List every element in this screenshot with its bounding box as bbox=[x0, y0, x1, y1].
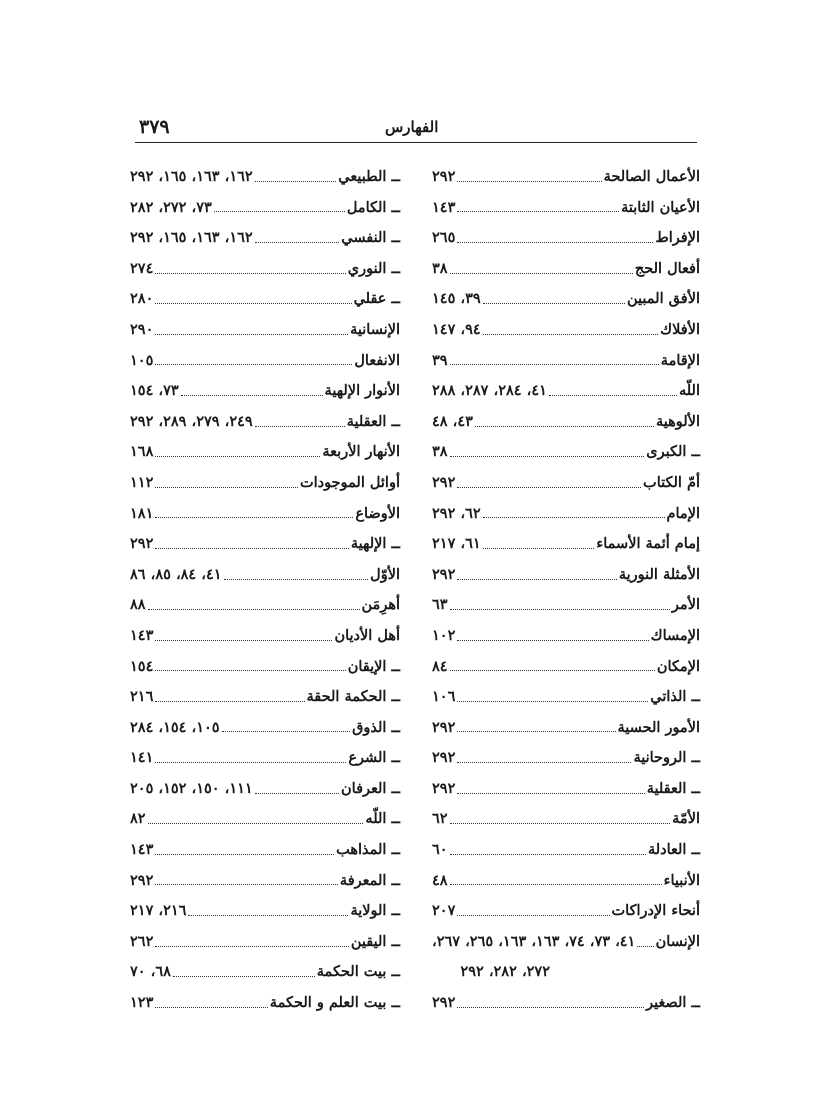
dot-leader bbox=[457, 762, 631, 763]
dot-leader bbox=[457, 487, 641, 488]
index-term: الأفلاك bbox=[660, 320, 700, 338]
dot-leader bbox=[155, 762, 346, 763]
index-entry bbox=[130, 529, 400, 560]
index-entry bbox=[130, 713, 400, 744]
index-term: الأوضاع bbox=[355, 504, 400, 522]
dot-leader bbox=[155, 456, 320, 457]
index-term: الإمام bbox=[666, 504, 700, 522]
dot-leader bbox=[255, 181, 337, 182]
index-term: الألوهية bbox=[655, 412, 700, 430]
index-entry bbox=[432, 927, 700, 958]
dot-leader bbox=[450, 854, 646, 855]
index-entry bbox=[130, 284, 400, 315]
index-entry bbox=[130, 315, 400, 346]
index-entry bbox=[130, 376, 400, 407]
dot-leader bbox=[181, 395, 323, 396]
index-term: ــ الذوق bbox=[352, 718, 400, 736]
index-entry bbox=[432, 315, 700, 346]
index-pages: ١٤٣ bbox=[130, 841, 154, 859]
index-pages: ٢٩٢ bbox=[432, 168, 456, 185]
dot-leader bbox=[457, 1007, 644, 1008]
index-term: أنحاء الإدراكات bbox=[611, 902, 700, 920]
index-entry bbox=[432, 468, 700, 499]
index-pages: ٦٢ bbox=[432, 810, 448, 828]
index-pages: ٢٩٢ bbox=[432, 749, 456, 767]
index-entry bbox=[432, 866, 700, 897]
dot-leader bbox=[155, 670, 345, 671]
index-column-right bbox=[432, 162, 700, 1019]
dot-leader bbox=[148, 609, 360, 610]
index-pages: ١٠٦ bbox=[432, 688, 456, 706]
index-term: الأمّة bbox=[672, 810, 700, 828]
index-term: ــ الشرع bbox=[348, 749, 400, 767]
index-term: ــ العقلية bbox=[646, 779, 700, 797]
dot-leader bbox=[457, 915, 609, 916]
index-entry bbox=[432, 376, 700, 407]
index-pages: ٢٦٢ bbox=[130, 932, 154, 950]
index-pages: ٣٨ bbox=[432, 443, 448, 461]
index-entry bbox=[130, 927, 400, 958]
dot-leader bbox=[483, 517, 665, 518]
index-entry bbox=[130, 223, 400, 254]
index-term: الأفق المبين bbox=[627, 290, 700, 308]
index-term: الإقامة bbox=[660, 351, 700, 369]
index-pages: ٢٠٧ bbox=[432, 902, 456, 920]
dot-leader bbox=[450, 670, 655, 671]
index-entry bbox=[130, 804, 400, 835]
index-entry bbox=[130, 560, 400, 591]
index-entry bbox=[432, 560, 700, 591]
dot-leader bbox=[173, 976, 315, 977]
dot-leader bbox=[457, 242, 653, 243]
dot-leader bbox=[255, 793, 339, 794]
index-entry bbox=[432, 284, 700, 315]
dot-leader bbox=[155, 303, 351, 304]
index-term: ــ العادلة bbox=[647, 841, 700, 859]
index-entry bbox=[130, 162, 400, 193]
index-pages: ٣٩، ١٤٥ bbox=[432, 290, 481, 308]
dot-leader bbox=[155, 334, 348, 335]
index-pages: ٢٩٢ bbox=[432, 473, 456, 491]
dot-leader bbox=[214, 211, 345, 212]
index-term: ــ عقلي bbox=[353, 290, 400, 308]
dot-leader bbox=[457, 793, 644, 794]
index-pages: ٣٩ bbox=[432, 351, 448, 369]
index-pages: ٤٣، ٤٨ bbox=[432, 412, 473, 430]
dot-leader bbox=[155, 273, 345, 274]
index-pages: ١٠٥، ١٥٤، ٢٨٤ bbox=[130, 718, 220, 736]
index-pages: ٢٤٩، ٢٧٩، ٢٨٩، ٢٩٢ bbox=[130, 412, 253, 430]
index-entry bbox=[130, 988, 400, 1019]
index-term: ــ بيت العلم و الحكمة bbox=[269, 994, 400, 1012]
index-entry bbox=[130, 774, 400, 805]
index-pages: ١٤١ bbox=[130, 749, 154, 767]
index-term: الإمكان bbox=[656, 657, 700, 675]
index-pages: ٢٩٢ bbox=[432, 718, 456, 736]
index-term: اللّه bbox=[678, 382, 700, 400]
index-entry bbox=[130, 499, 400, 530]
index-entry bbox=[432, 254, 700, 285]
index-pages: ١٢٣ bbox=[130, 994, 154, 1012]
dot-leader bbox=[483, 303, 625, 304]
index-entry bbox=[432, 437, 700, 468]
index-pages: ٢٧٢، ٢٨٢، ٢٩٢ bbox=[460, 963, 550, 981]
index-entry bbox=[432, 896, 700, 927]
index-term: ــ النفسي bbox=[341, 229, 400, 247]
index-term: ــ اللّه bbox=[365, 810, 400, 828]
index-term: الأعمال الصالحة bbox=[603, 168, 700, 185]
index-entry bbox=[130, 682, 400, 713]
dot-leader bbox=[155, 548, 349, 549]
index-term: ــ المذاهب bbox=[336, 841, 400, 859]
dot-leader bbox=[483, 334, 658, 335]
index-term: الأمثلة النورية bbox=[618, 565, 700, 583]
index-entry bbox=[130, 866, 400, 897]
dot-leader bbox=[155, 701, 304, 702]
index-pages: ٦٨، ٧٠ bbox=[130, 963, 171, 981]
index-term: أمّ الكتاب bbox=[643, 473, 700, 491]
index-term: أوائل الموجودات bbox=[299, 473, 400, 491]
index-pages: ٦٠ bbox=[432, 841, 448, 859]
index-term: الإنسانية bbox=[350, 320, 400, 338]
index-term: ــ الذاتي bbox=[650, 688, 700, 706]
index-pages: ٩٤، ١٤٧ bbox=[432, 320, 481, 338]
dot-leader bbox=[637, 946, 653, 947]
index-entry bbox=[432, 590, 700, 621]
index-entry bbox=[432, 223, 700, 254]
index-entry bbox=[130, 957, 400, 988]
index-term: أهل الأديان bbox=[334, 626, 400, 644]
index-pages: ١٥٤ bbox=[130, 657, 154, 675]
index-pages: ١٤٣ bbox=[432, 198, 456, 216]
index-entry bbox=[130, 193, 400, 224]
page-title: الفهارس bbox=[385, 118, 439, 136]
dot-leader bbox=[457, 579, 616, 580]
dot-leader bbox=[450, 273, 633, 274]
index-term: ــ النوري bbox=[347, 259, 400, 277]
dot-leader bbox=[155, 517, 353, 518]
index-entry bbox=[432, 193, 700, 224]
index-pages: ٦٢، ٢٩٢ bbox=[432, 504, 481, 522]
index-entry bbox=[130, 407, 400, 438]
dot-leader bbox=[549, 395, 677, 396]
index-entry bbox=[130, 437, 400, 468]
index-term: ــ الكبرى bbox=[646, 443, 700, 461]
dot-leader bbox=[483, 548, 595, 549]
index-entry bbox=[432, 743, 700, 774]
index-pages: ٤١، ٧٣، ٧٤، ١٦٣، ١٦٣، ٢٦٥، ٢٦٧، bbox=[432, 932, 636, 950]
dot-leader bbox=[475, 426, 654, 427]
index-pages: ٤١، ٨٤، ٨٥، ٨٦ bbox=[130, 565, 222, 583]
index-pages: ٨٢ bbox=[130, 810, 146, 828]
index-term: الأمور الحسية bbox=[617, 718, 700, 736]
index-pages: ١٦٢، ١٦٣، ١٦٥، ٢٩٢ bbox=[130, 168, 253, 185]
index-pages: ٨٨ bbox=[130, 596, 146, 614]
index-entry bbox=[432, 162, 700, 193]
index-term: أفعال الحج bbox=[634, 259, 700, 277]
index-term: الأنوار الإلهية bbox=[324, 382, 400, 400]
index-pages: ٧٣، ١٥٤ bbox=[130, 382, 179, 400]
dot-leader bbox=[450, 609, 670, 610]
index-pages: ٢٩٢ bbox=[130, 871, 154, 889]
index-pages: ٢٩٢ bbox=[432, 779, 456, 797]
index-entry bbox=[432, 804, 700, 835]
dot-leader bbox=[155, 884, 338, 885]
index-term: ــ الروحانية bbox=[633, 749, 700, 767]
index-pages: ١١١، ١٥٠، ١٥٢، ٢٠٥ bbox=[130, 779, 253, 797]
index-term: ــ الكامل bbox=[346, 198, 400, 216]
dot-leader bbox=[457, 701, 648, 702]
index-term: ــ العرفان bbox=[341, 779, 400, 797]
index-term: ــ الطبيعي bbox=[338, 168, 400, 185]
index-pages: ٤١، ٢٨٤، ٢٨٧، ٢٨٨ bbox=[432, 382, 547, 400]
index-entry bbox=[432, 988, 700, 1019]
index-pages: ٢٩٢ bbox=[432, 994, 456, 1012]
index-entry bbox=[432, 957, 700, 988]
index-term: ــ بيت الحكمة bbox=[316, 963, 400, 981]
index-term: ــ الحكمة الحقة bbox=[306, 688, 400, 706]
index-pages: ٢١٦ bbox=[130, 688, 154, 706]
index-pages: ٦٣ bbox=[432, 596, 448, 614]
index-term: ــ اليقين bbox=[350, 932, 400, 950]
index-pages: ٢٩٢ bbox=[130, 535, 154, 553]
index-term: ــ المعرفة bbox=[339, 871, 400, 889]
index-term: الأوّل bbox=[370, 565, 400, 583]
index-entry bbox=[432, 835, 700, 866]
index-pages: ٦١، ٢١٧ bbox=[432, 535, 481, 553]
index-term: الأنهار الأربعة bbox=[322, 443, 400, 461]
index-pages: ١٠٥ bbox=[130, 351, 154, 369]
index-pages: ١١٢ bbox=[130, 473, 154, 491]
index-entry bbox=[130, 835, 400, 866]
index-term: ــ الولاية bbox=[350, 902, 400, 920]
dot-leader bbox=[255, 426, 345, 427]
index-term: إمام أئمة الأسماء bbox=[596, 535, 700, 553]
dot-leader bbox=[222, 731, 351, 732]
dot-leader bbox=[155, 364, 352, 365]
index-pages: ٢٩٠ bbox=[130, 320, 154, 338]
index-term: الانفعال bbox=[354, 351, 400, 369]
index-column-left bbox=[130, 162, 400, 1019]
index-entry bbox=[130, 254, 400, 285]
index-pages: ٨٤ bbox=[432, 657, 448, 675]
dot-leader bbox=[255, 242, 340, 243]
index-pages: ٤٨ bbox=[432, 871, 448, 889]
index-pages: ١٨١ bbox=[130, 504, 154, 522]
index-entry bbox=[130, 621, 400, 652]
page-number: ٣٧٩ bbox=[139, 116, 170, 138]
index-entry bbox=[432, 774, 700, 805]
index-entry bbox=[432, 621, 700, 652]
index-term: الإمساك bbox=[650, 626, 700, 644]
dot-leader bbox=[155, 854, 334, 855]
dot-leader bbox=[450, 823, 671, 824]
index-term: الأعيان الثابتة bbox=[621, 198, 700, 216]
index-pages: ٢٩٢ bbox=[432, 565, 456, 583]
index-entry bbox=[130, 652, 400, 683]
index-pages: ١٤٣ bbox=[130, 626, 154, 644]
dot-leader bbox=[457, 640, 648, 641]
index-term: ــ الإيقان bbox=[347, 657, 400, 675]
index-entry bbox=[130, 590, 400, 621]
dot-leader bbox=[450, 456, 645, 457]
index-pages: ٣٨ bbox=[432, 259, 448, 277]
index-pages: ٢٧٤ bbox=[130, 259, 154, 277]
index-term: ــ الصغير bbox=[646, 994, 700, 1012]
dot-leader bbox=[224, 579, 369, 580]
dot-leader bbox=[155, 1007, 267, 1008]
index-entry bbox=[432, 682, 700, 713]
index-term: ــ العقلية bbox=[346, 412, 400, 430]
index-entry bbox=[130, 896, 400, 927]
index-term: الإفراط bbox=[655, 229, 700, 247]
index-entry bbox=[432, 652, 700, 683]
index-pages: ١٦٢، ١٦٣، ١٦٥، ٢٩٢ bbox=[130, 229, 253, 247]
index-entry bbox=[432, 529, 700, 560]
index-entry bbox=[432, 499, 700, 530]
index-entry bbox=[130, 743, 400, 774]
dot-leader bbox=[148, 823, 364, 824]
dot-leader bbox=[457, 211, 619, 212]
index-term: الأمر bbox=[671, 596, 700, 614]
index-pages: ١٦٨ bbox=[130, 443, 154, 461]
dot-leader bbox=[450, 884, 662, 885]
dot-leader bbox=[457, 731, 615, 732]
dot-leader bbox=[155, 640, 332, 641]
index-entry bbox=[432, 713, 700, 744]
index-pages: ٢٦٥ bbox=[432, 229, 456, 247]
index-term: ــ الإلهية bbox=[350, 535, 400, 553]
index-entry bbox=[130, 468, 400, 499]
index-term: أهرِمَن bbox=[361, 596, 400, 614]
dot-leader bbox=[155, 946, 349, 947]
index-pages: ٧٣، ٢٧٢، ٢٨٢ bbox=[130, 198, 212, 216]
running-header bbox=[135, 112, 697, 143]
dot-leader bbox=[155, 487, 298, 488]
index-entry bbox=[130, 346, 400, 377]
index-term: الإنسان bbox=[655, 932, 700, 950]
index-entry bbox=[432, 346, 700, 377]
index-pages: ٢١٦، ٢١٧ bbox=[130, 902, 187, 920]
index-term: الأنبياء bbox=[663, 871, 700, 889]
index-pages: ٢٨٠ bbox=[130, 290, 154, 308]
index-entry bbox=[432, 407, 700, 438]
dot-leader bbox=[450, 364, 659, 365]
dot-leader bbox=[188, 915, 348, 916]
index-pages: ١٠٢ bbox=[432, 626, 456, 644]
dot-leader bbox=[457, 181, 601, 182]
